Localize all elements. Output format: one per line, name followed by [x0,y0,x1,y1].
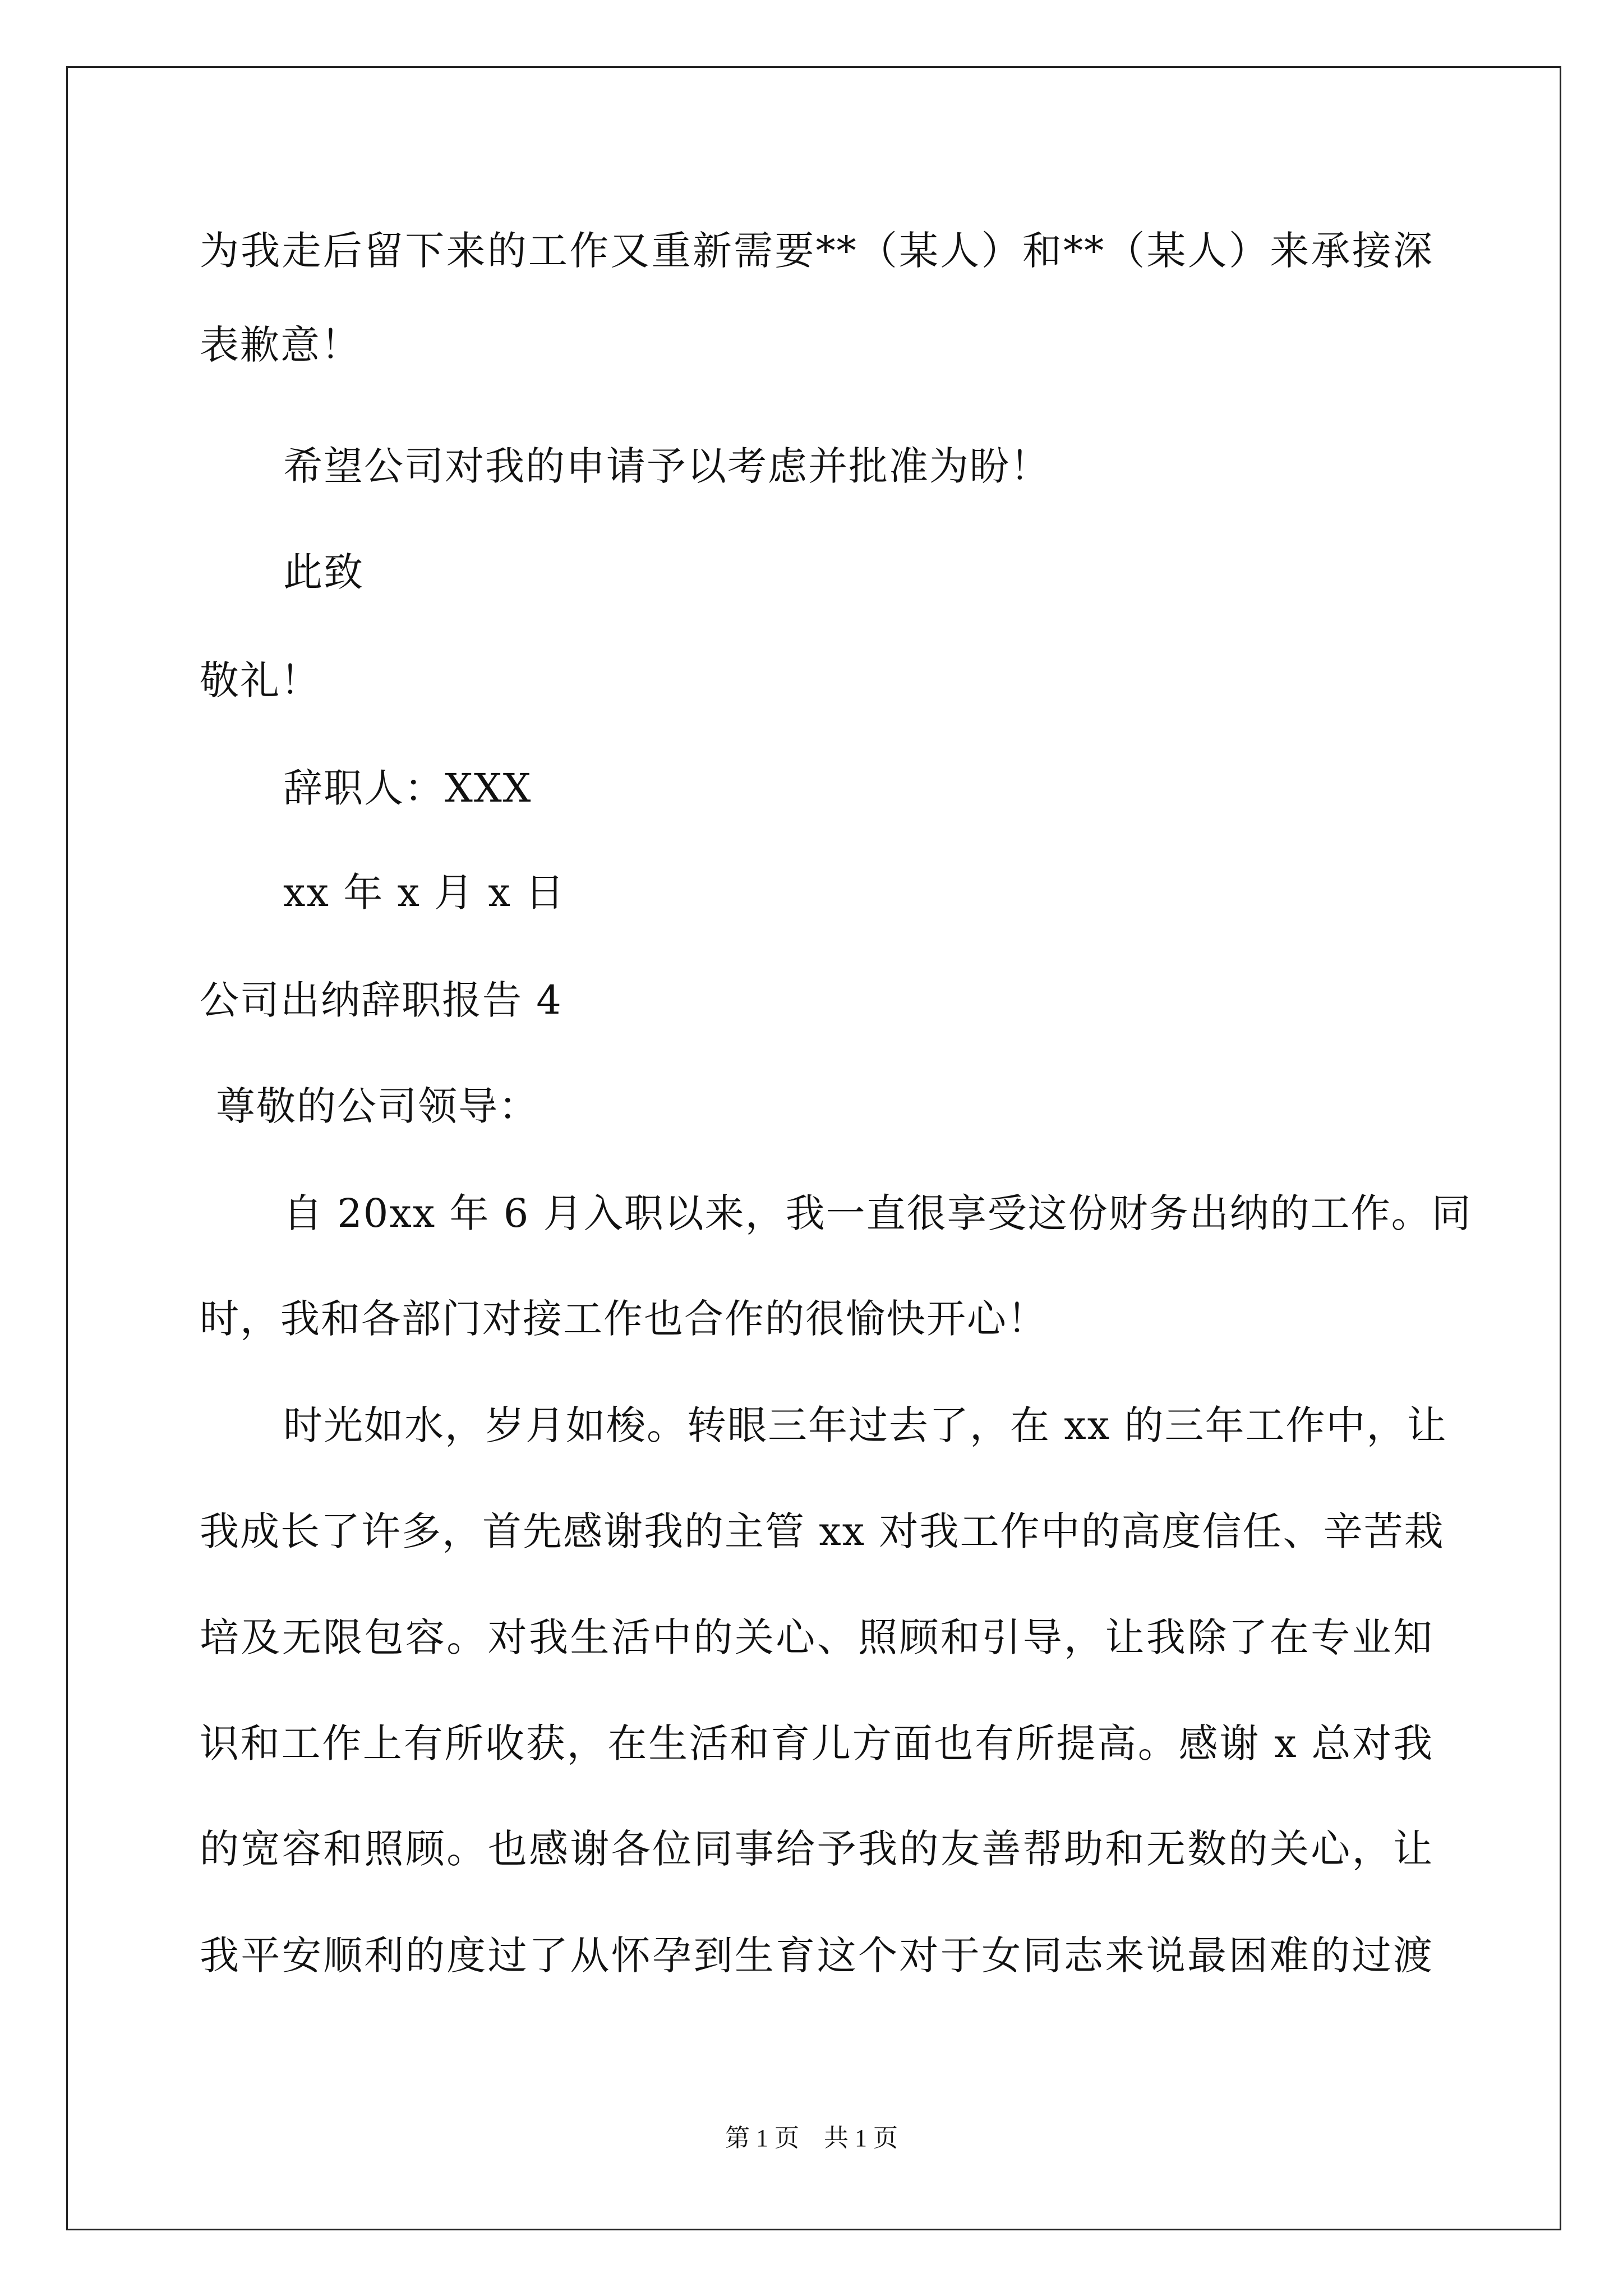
body-line: 培及无限包容。对我生活中的关心、照顾和引导，让我除了在专业知 [200,1614,1433,1660]
body-line: 我成长了许多，首先感谢我的主管 xx 对我工作中的高度信任、辛苦栽 [200,1508,1445,1554]
body-line: 自 20xx 年 6 月入职以来，我一直很享受这份财务出纳的工作。同 [283,1190,1472,1236]
body-line: 识和工作上有所收获，在生活和育儿方面也有所提高。感谢 x 总对我 [200,1720,1433,1766]
body-line: 表歉意！ [200,322,361,368]
body-line: 为我走后留下来的工作又重新需要**（某人）和**（某人）来承接深 [200,228,1433,274]
salutation: 敬礼！ [200,657,321,703]
body-line: 希望公司对我的申请予以考虑并批准为盼！ [283,443,1050,489]
page-footer: 第 1 页 共 1 页 [725,2124,898,2152]
greeting: 尊敬的公司领导： [216,1083,539,1129]
date-line: xx 年 x 月 x 日 [283,869,566,915]
body-line: 时光如水，岁月如梭。转眼三年过去了，在 xx 的三年工作中，让 [283,1402,1447,1448]
body-line: 时，我和各部门对接工作也合作的很愉快开心！ [200,1296,1048,1342]
body-line: 的宽容和照顾。也感谢各位同事给予我的友善帮助和无数的关心，让 [200,1826,1433,1872]
page-frame [66,66,1561,2230]
body-line: 我平安顺利的度过了从怀孕到生育这个对于女同志来说最困难的过渡 [200,1932,1433,1978]
section-title: 公司出纳辞职报告 4 [200,977,562,1023]
closing-phrase: 此致 [283,549,364,595]
signature-line: 辞职人：XXX [283,765,532,811]
